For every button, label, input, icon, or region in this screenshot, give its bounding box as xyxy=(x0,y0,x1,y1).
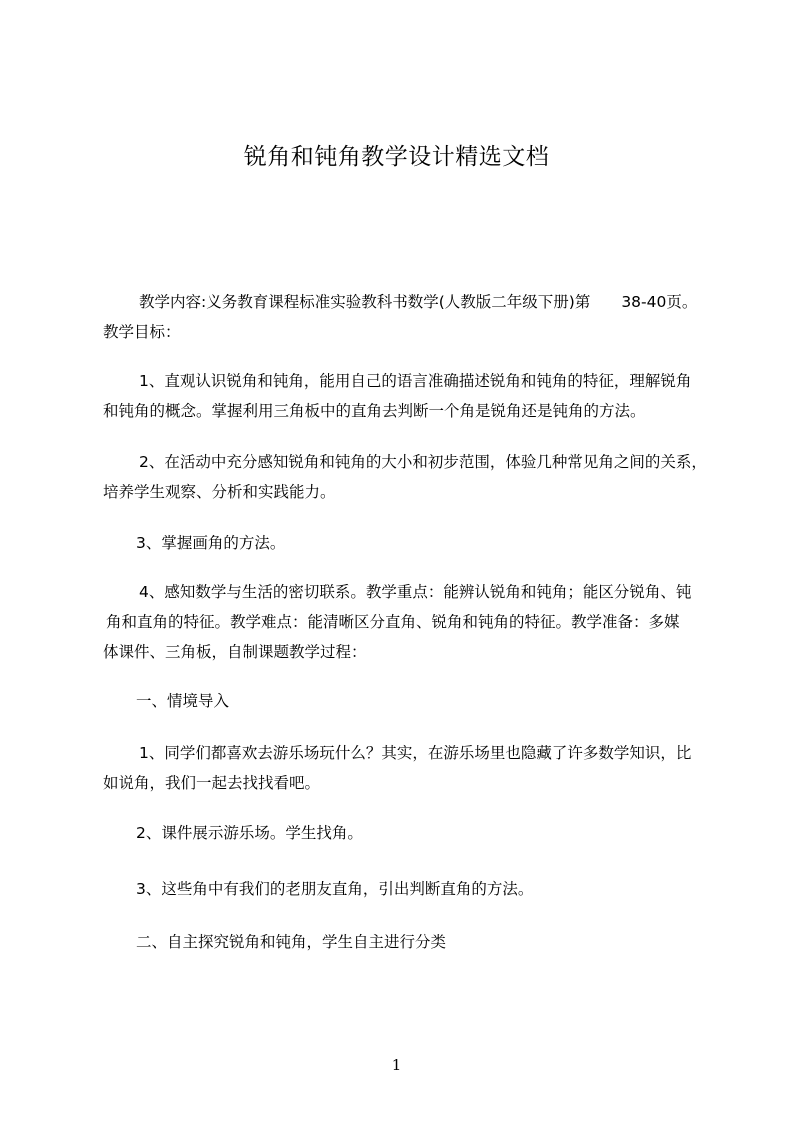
section-1-item-1-paragraph xyxy=(103,738,715,798)
section-2-heading: 二、自主探究锐角和钝角，学生自主进行分类 xyxy=(136,933,447,951)
goal-2-paragraph xyxy=(103,447,715,507)
goal-4-paragraph xyxy=(103,577,715,667)
goal-3-paragraph xyxy=(103,528,715,558)
goal-1-line-1: 1、直观认识锐角和钝角，能用自己的语言准确描述锐角和钝角的特征，理解锐角 xyxy=(139,372,692,390)
section-2-heading-paragraph xyxy=(103,927,715,957)
teaching-goal-heading: 教学目标： xyxy=(103,323,181,341)
section-1-item-1-line-1: 1、同学们都喜欢去游乐场玩什么？其实，在游乐场里也隐藏了许多数学知识，比 xyxy=(139,744,692,762)
goal-4-line-3: 体课件、三角板，自制课题教学过程： xyxy=(103,643,367,661)
goal-2-line-1: 2、在活动中充分感知锐角和钝角的大小和初步范围，体验几种常见角之间的关系， xyxy=(139,453,707,471)
goal-1-paragraph xyxy=(103,366,715,426)
section-1-item-3: 3、这些角中有我们的老朋友直角，引出判断直角的方法。 xyxy=(136,880,534,898)
goal-2-line-2: 培养学生观察、分析和实践能力。 xyxy=(103,483,336,501)
section-1-heading-paragraph xyxy=(103,686,715,716)
page-number: 1 xyxy=(391,1056,402,1074)
section-1-heading: 一、情境导入 xyxy=(136,692,230,710)
teaching-content-line: 教学内容:义务教育课程标准实验教科书数学(人教版二年级下册)第 38-40页。 xyxy=(139,293,698,311)
goal-4-line-2: 角和直角的特征。教学难点：能清晰区分直角、锐角和钝角的特征。教学准备：多媒 xyxy=(106,613,680,631)
goal-1-line-2: 和钝角的概念。掌握利用三角板中的直角去判断一个角是锐角还是钝角的方法。 xyxy=(103,402,646,420)
section-1-item-1-line-2: 如说角，我们一起去找找看吧。 xyxy=(103,774,321,792)
section-1-item-2-paragraph xyxy=(103,818,715,848)
section-1-item-3-paragraph xyxy=(103,874,715,904)
goal-4-line-1: 4、感知数学与生活的密切联系。教学重点：能辨认锐角和钝角；能区分锐角、钝 xyxy=(139,583,692,601)
document-title: 锐角和钝角教学设计精选文档 xyxy=(243,144,550,170)
goal-3-line: 3、掌握画角的方法。 xyxy=(136,534,286,552)
section-1-item-2: 2、课件展示游乐场。学生找角。 xyxy=(136,824,363,842)
teaching-content-paragraph xyxy=(103,287,715,347)
